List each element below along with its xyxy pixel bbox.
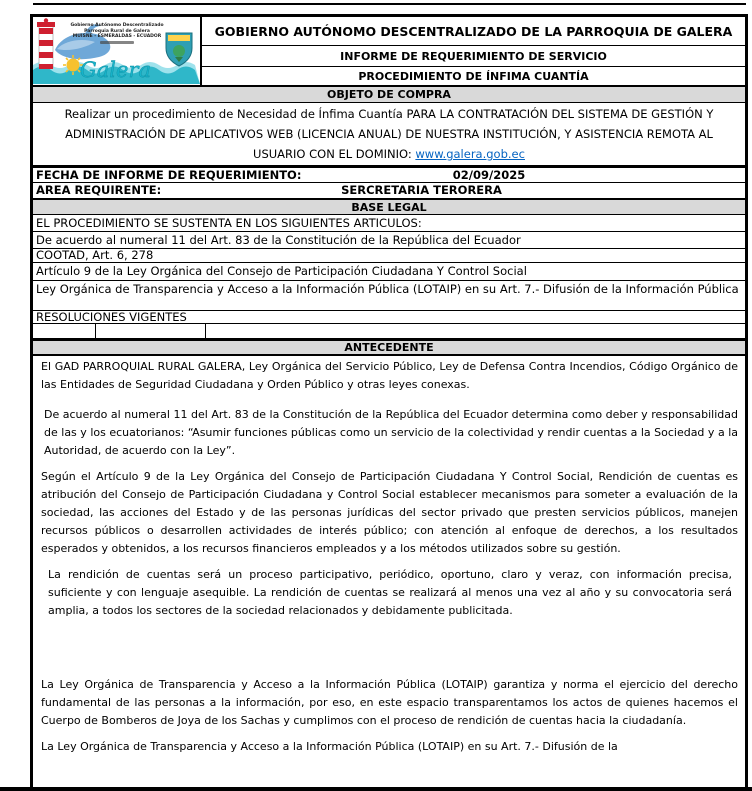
antecedente-paragraph: La rendición de cuentas será un proceso participativo, periódico, oportuno, claro y veraz, con información precisa, suficiente y con lenguaje asequible. La rendición de cuentas se realizará al menos una vez al año y su convocatoria será amplia, a todos los sectores de la sociedad relacionados y debidamente publicitada. [48,568,732,617]
base-legal-item: De acuerdo al numeral 11 del Art. 83 de la Constitución de la República del Ecuador [33,232,745,249]
header-row [33,17,745,87]
lighthouse-icon [37,18,55,69]
base-legal-item: Artículo 9 de la Ley Orgánica del Consejo de Participación Ciudadana Y Control Social [33,263,745,281]
area-requirente-value: SERCRETARIA TERORERA [341,183,502,197]
area-requirente-row [33,183,745,200]
antecedente-paragraph: La Ley Orgánica de Transparencia y Acceso a la Información Pública (LOTAIP) garantiza y norma el ejercicio del derecho fundamental de las personas a la información, por eso, en este espacio transparentamos los actos de quienes hacemos el Cuerpo de Bomberos de Joya de los Sachas y cumplimos con el proceso de rendición de cuentas hacia la ciudadanía. [41,678,738,727]
antecedente-paragraph: De acuerdo al numeral 11 del Art. 83 de la Constitución de la República del Ecuador determina como deber y responsabilidad de las y los ecuatorianos: “Asumir funciones públicas como un servicio de la colectividad y rendir cuentas a la Sociedad y a la Autoridad, de acuerdo con la Ley”. [44,408,738,457]
base-legal-item: Ley Orgánica de Transparencia y Acceso a la Información Pública (LOTAIP) en su Art. 7.- Difusión de la Información Pública [33,281,745,311]
top-rule [33,3,746,5]
report-title: INFORME DE REQUERIMIENTO DE SERVICIO [202,46,745,67]
section-header-antecedente: ANTECEDENTE [33,341,745,356]
fecha-informe-value: 02/09/2025 [452,168,526,182]
bottom-rule [0,787,752,791]
header-titles [202,17,745,85]
empty-cell [33,324,96,338]
antecedente-paragraph: La Ley Orgánica de Transparencia y Acceso a la Información Pública (LOTAIP) en su Art. 7.- Difusión de la [41,740,618,753]
institution-title: GOBIERNO AUTÓNOMO DESCENTRALIZADO DE LA PARROQUIA DE GALERA [202,17,745,46]
procedure-title: PROCEDIMIENTO DE ÍNFIMA CUANTÍA [358,69,589,83]
base-legal-item: RESOLUCIONES VIGENTES [33,311,745,324]
logo-caption-line1: Gobierno Autónomo Descentralizado Parroquia Rural de Galera [70,23,164,34]
empty-cell [206,324,745,338]
fecha-informe-row [33,168,745,183]
empty-spacer-row [33,324,745,341]
antecedente-paragraph: Según el Artículo 9 de la Ley Orgánica del Consejo de Participación Ciudadana Y Control Social, Rendición de cuentas es atribución del Consejo de Participación Ciudadana y Control Social establecer mecanismos para someter a evaluación de la sociedad, las acciones del Estado y de las personas jurídicas del sector privado que presten servicios públicos, manejen recursos públicos o desarrollen actividades de interés público; con atención al enfoque de derechos, a los resultados esperados y obtenidos, a los recursos financieros empleados y a los métodos utilizados sobre su gestión. [41,470,738,555]
antecedente-body [33,356,745,756]
objeto-compra-text [33,103,745,168]
logo-caption [63,23,171,44]
base-legal-item: COOTAD, Art. 6, 278 [33,249,745,263]
report-table [30,14,748,791]
logo-caption-line3 [100,41,134,44]
logo-script-text: Galera [80,58,151,82]
logo-caption-line2: MUISNE - ESMERALDAS - ECUADOR [72,34,162,39]
antecedente-paragraph: El GAD PARROQUIAL RURAL GALERA, Ley Orgánica del Servicio Público, Ley de Defensa Contra Incendios, Código Orgánico de las Entidades de Seguridad Ciudadana y Orden Público y otras leyes conexas. [41,360,738,391]
fecha-informe-label: FECHA DE INFORME DE REQUERIMIENTO: [36,168,302,182]
empty-cell [96,324,206,338]
section-header-base-legal: BASE LEGAL [33,200,745,215]
base-legal-item: EL PROCEDIMIENTO SE SUSTENTA EN LOS SIGUIENTES ARTICULOS: [33,215,745,232]
institution-logo [33,17,202,85]
objeto-compra-description: Realizar un procedimiento de Necesidad de Ínfima Cuantía PARA LA CONTRATACIÓN DEL SISTEMA DE GESTIÓN Y ADMINISTRACIÓN DE APLICATIVOS WEB (LICENCIA ANUAL) DE NUESTRA INSTITUCIÓN, Y ASISTENCIA REMOTA AL USUARIO CON EL DOMINIO: [64,107,714,161]
domain-link[interactable]: www.galera.gob.ec [415,147,525,161]
area-requirente-label: AREA REQUIRENTE: [36,183,162,197]
section-header-objeto-compra: OBJETO DE COMPRA [33,87,745,103]
